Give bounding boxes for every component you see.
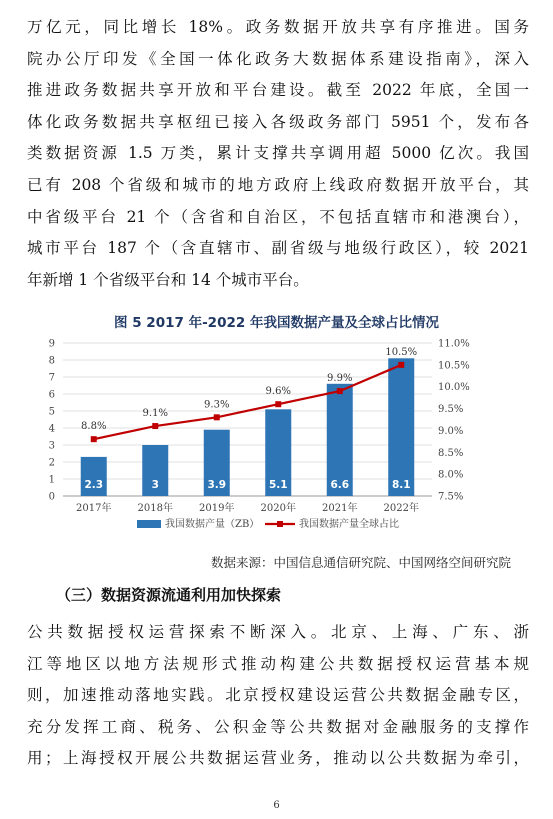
x-axis-tick-label: 2021年 <box>322 503 358 514</box>
text-line: 公共数据授权运营探索不断深入。北京、上海、广东、浙 <box>27 623 529 641</box>
right-axis-tick-label: 8.0% <box>438 469 464 481</box>
data-chart <box>37 333 507 545</box>
bar-data-label: 3 <box>151 479 159 491</box>
line-data-label: 9.9% <box>327 373 353 385</box>
line-point <box>337 388 343 394</box>
bar-data-label: 8.1 <box>391 479 411 491</box>
legend-bar-label: 我国数据产量（ZB） <box>165 519 260 530</box>
right-axis-tick-label: 7.5% <box>438 491 464 503</box>
page-number: 6 <box>273 800 280 811</box>
left-axis-tick-label: 5 <box>48 406 55 418</box>
line-data-label: 9.6% <box>265 386 291 398</box>
section-heading: （三）数据资源流通利用加快探索 <box>56 586 282 604</box>
x-axis-tick-label: 2018年 <box>137 503 173 514</box>
text-line: 城市平台 187 个（含直辖市、副省级与地级行政区），较 2021 <box>27 239 529 258</box>
figure-source: 数据来源：中国信息通信研究院、中国网络空间研究院 <box>210 555 511 570</box>
legend-line-marker <box>277 521 283 527</box>
right-axis-tick-label: 8.5% <box>438 447 464 459</box>
text-line: 类数据资源 1.5 万类，累计支撑共享调用超 5000 亿次。我国 <box>27 144 529 163</box>
line-data-label: 8.8% <box>81 421 107 433</box>
left-axis-tick-label: 3 <box>48 440 55 452</box>
text-line: 院办公厅印发《全国一体化政务大数据体系建设指南》，深入 <box>27 49 529 68</box>
text-line: 用；上海授权开展公共数据运营业务，推动以公共数据为牵引， <box>27 749 529 768</box>
bar-data-label: 3.9 <box>207 479 227 491</box>
x-axis-tick-label: 2019年 <box>199 503 235 514</box>
text-line: 体化政务数据共享枢纽已接入各级政务部门 5951 个，发布各 <box>27 112 529 131</box>
body-paragraph-2 <box>27 617 529 775</box>
left-axis-tick-label: 8 <box>48 355 55 367</box>
text-line: 江等地区以地方法规形式推动构建公共数据授权运营基本规 <box>27 654 529 673</box>
line-point <box>152 423 158 429</box>
right-axis-tick-label: 11.0% <box>438 338 470 350</box>
bar <box>388 358 414 496</box>
body-paragraph-1 <box>27 12 529 296</box>
x-axis-tick-label: 2017年 <box>76 503 112 514</box>
left-axis-tick-label: 4 <box>48 423 55 435</box>
legend-line-label: 我国数据产量全球占比 <box>299 519 399 530</box>
line-data-label: 9.3% <box>204 399 230 411</box>
text-line: 中省级平台 21 个（含省和自治区，不包括直辖市和港澳台）， <box>27 207 529 226</box>
line-point <box>214 414 220 420</box>
text-line: 充分发挥工商、税务、公积金等公共数据对金融服务的支撑作 <box>27 717 529 736</box>
line-data-label: 9.1% <box>142 408 168 420</box>
text-line: 已有 208 个省级和城市的地方政府上线政府数据开放平台，其 <box>27 175 529 194</box>
left-axis-tick-label: 7 <box>48 372 55 384</box>
text-line: 推进政务数据共享开放和平台建设。截至 2022 年底，全国一 <box>27 81 529 100</box>
right-axis-tick-label: 9.5% <box>438 404 464 416</box>
text-line: 则，加速推动落地实践。北京授权建设运营公共数据金融专区， <box>27 686 529 705</box>
line-point <box>275 401 281 407</box>
left-axis-tick-label: 9 <box>48 338 55 350</box>
x-axis-tick-label: 2022年 <box>383 503 419 514</box>
left-axis-tick-label: 1 <box>48 474 55 486</box>
line-point <box>398 362 404 368</box>
bar-data-label: 6.6 <box>330 479 350 491</box>
x-axis-tick-label: 2020年 <box>260 503 296 514</box>
right-axis-tick-label: 9.0% <box>438 425 464 437</box>
left-axis-tick-label: 2 <box>48 457 55 469</box>
legend-bar-swatch <box>137 520 161 528</box>
left-axis-tick-label: 6 <box>48 389 55 401</box>
left-axis-tick-label: 0 <box>48 491 55 503</box>
text-line: 年新增 1 个省级平台和 14 个城市平台。 <box>27 270 309 289</box>
right-axis-tick-label: 10.0% <box>438 382 470 394</box>
line-data-label: 10.5% <box>385 346 418 358</box>
figure-title: 图 5 2017 年-2022 年我国数据产量及全球占比情况 <box>114 315 439 331</box>
bar-data-label: 5.1 <box>268 479 288 491</box>
text-line: 万亿元，同比增长 18%。政务数据开放共享有序推进。国务 <box>27 18 529 36</box>
bar-data-label: 2.3 <box>84 479 104 491</box>
line-point <box>91 436 97 442</box>
right-axis-tick-label: 10.5% <box>438 360 470 372</box>
